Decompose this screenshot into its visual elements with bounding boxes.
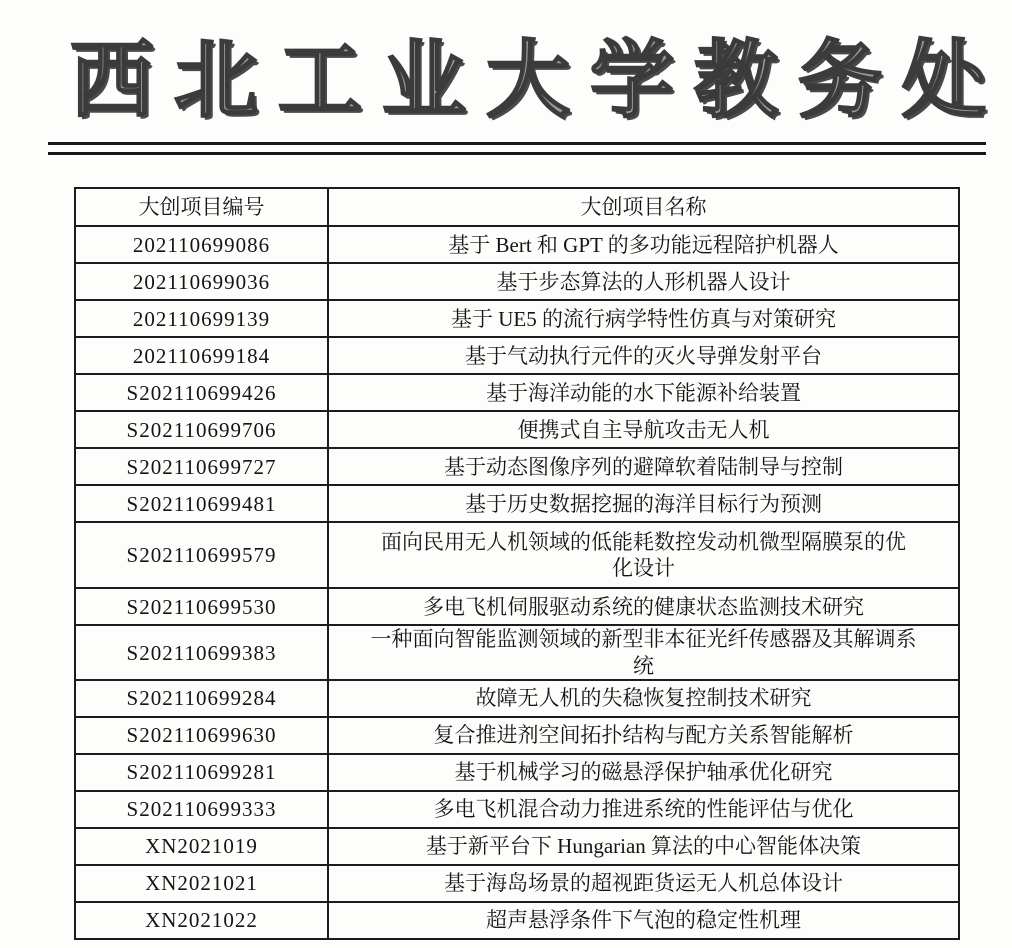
table-row <box>75 902 959 939</box>
table-row <box>75 337 959 374</box>
project-code-cell: S202110699333 <box>75 791 328 828</box>
project-name-cell <box>328 791 959 828</box>
project-code-cell: S202110699284 <box>75 680 328 717</box>
table-row <box>75 522 959 588</box>
project-code-cell: S202110699426 <box>75 374 328 411</box>
project-name-text: 基于步态算法的人形机器人设计 <box>496 269 791 294</box>
project-name-text: 多电飞机混合动力推进系统的性能评估与优化 <box>433 797 854 822</box>
table-row <box>75 791 959 828</box>
table-row <box>75 625 959 680</box>
project-name-cell <box>328 717 959 754</box>
project-code-cell: S202110699383 <box>75 625 328 680</box>
table-row <box>75 680 959 717</box>
project-code-cell: S202110699579 <box>75 522 328 588</box>
table-row <box>75 448 959 485</box>
project-code-cell: S202110699530 <box>75 588 328 625</box>
column-header-project-name: 大创项目名称 <box>328 188 959 226</box>
project-code-cell: 202110699139 <box>75 300 328 337</box>
column-header-project-code: 大创项目编号 <box>75 188 328 226</box>
project-name-cell <box>328 522 959 588</box>
table-row <box>75 717 959 754</box>
table-row <box>75 263 959 300</box>
project-name-text: 基于动态图像序列的避障软着陆制导与控制 <box>444 454 843 479</box>
project-code-cell: S202110699481 <box>75 485 328 522</box>
table-header-row <box>75 188 959 226</box>
project-code-cell: 202110699036 <box>75 263 328 300</box>
document-masthead <box>0 0 1012 155</box>
project-name-text: 便携式自主导航攻击无人机 <box>517 417 770 442</box>
table-row <box>75 300 959 337</box>
project-code-cell: S202110699706 <box>75 411 328 448</box>
project-name-cell <box>328 411 959 448</box>
project-name-cell <box>328 680 959 717</box>
table-row <box>75 588 959 625</box>
project-table <box>74 187 960 940</box>
project-table-wrap <box>74 187 1012 940</box>
project-name-text: 基于海岛场景的超视距货运无人机总体设计 <box>444 871 843 896</box>
project-name-text: 面向民用无人机领域的低能耗数控发动机微型隔膜泵的优化设计 <box>381 530 906 581</box>
project-code-cell: S202110699630 <box>75 717 328 754</box>
project-name-text: 基于 UE5 的流行病学特性仿真与对策研究 <box>451 306 836 331</box>
table-row <box>75 374 959 411</box>
project-name-cell <box>328 485 959 522</box>
project-name-cell <box>328 226 959 263</box>
project-name-cell <box>328 337 959 374</box>
project-code-cell: S202110699281 <box>75 754 328 791</box>
project-name-cell <box>328 374 959 411</box>
table-row <box>75 828 959 865</box>
project-name-text: 基于新平台下 Hungarian 算法的中心智能体决策 <box>425 834 862 859</box>
project-name-cell <box>328 588 959 625</box>
table-row <box>75 754 959 791</box>
project-name-cell <box>328 865 959 902</box>
table-row <box>75 485 959 522</box>
project-code-cell: S202110699727 <box>75 448 328 485</box>
page-title: 西北工业大学教务处 <box>70 33 1007 127</box>
project-table-body <box>75 226 959 939</box>
project-name-text: 故障无人机的失稳恢复控制技术研究 <box>475 686 812 711</box>
project-name-text: 复合推进剂空间拓扑结构与配方关系智能解析 <box>433 723 854 748</box>
table-row <box>75 865 959 902</box>
project-code-cell: 202110699184 <box>75 337 328 374</box>
project-name-cell <box>328 828 959 865</box>
project-name-text: 基于 Bert 和 GPT 的多功能远程陪护机器人 <box>448 232 839 257</box>
project-name-text: 基于海洋动能的水下能源补给装置 <box>486 380 801 405</box>
table-row <box>75 226 959 263</box>
project-name-cell <box>328 263 959 300</box>
double-rule-divider <box>48 142 986 155</box>
project-name-cell <box>328 625 959 680</box>
project-name-cell <box>328 754 959 791</box>
project-code-cell: 202110699086 <box>75 226 328 263</box>
project-name-text: 基于气动执行元件的灭火导弹发射平台 <box>465 343 822 368</box>
project-name-text: 基于历史数据挖掘的海洋目标行为预测 <box>465 491 822 516</box>
project-code-cell: XN2021019 <box>75 828 328 865</box>
project-code-cell: XN2021022 <box>75 902 328 939</box>
project-name-text: 一种面向智能监测领域的新型非本征光纤传感器及其解调系统 <box>370 627 917 678</box>
project-name-cell <box>328 300 959 337</box>
project-code-cell: XN2021021 <box>75 865 328 902</box>
project-name-cell <box>328 448 959 485</box>
project-name-text: 基于机械学习的磁悬浮保护轴承优化研究 <box>454 760 833 785</box>
project-name-text: 超声悬浮条件下气泡的稳定性机理 <box>486 908 801 933</box>
table-row <box>75 411 959 448</box>
project-name-text: 多电飞机伺服驱动系统的健康状态监测技术研究 <box>423 594 864 619</box>
project-name-cell <box>328 902 959 939</box>
